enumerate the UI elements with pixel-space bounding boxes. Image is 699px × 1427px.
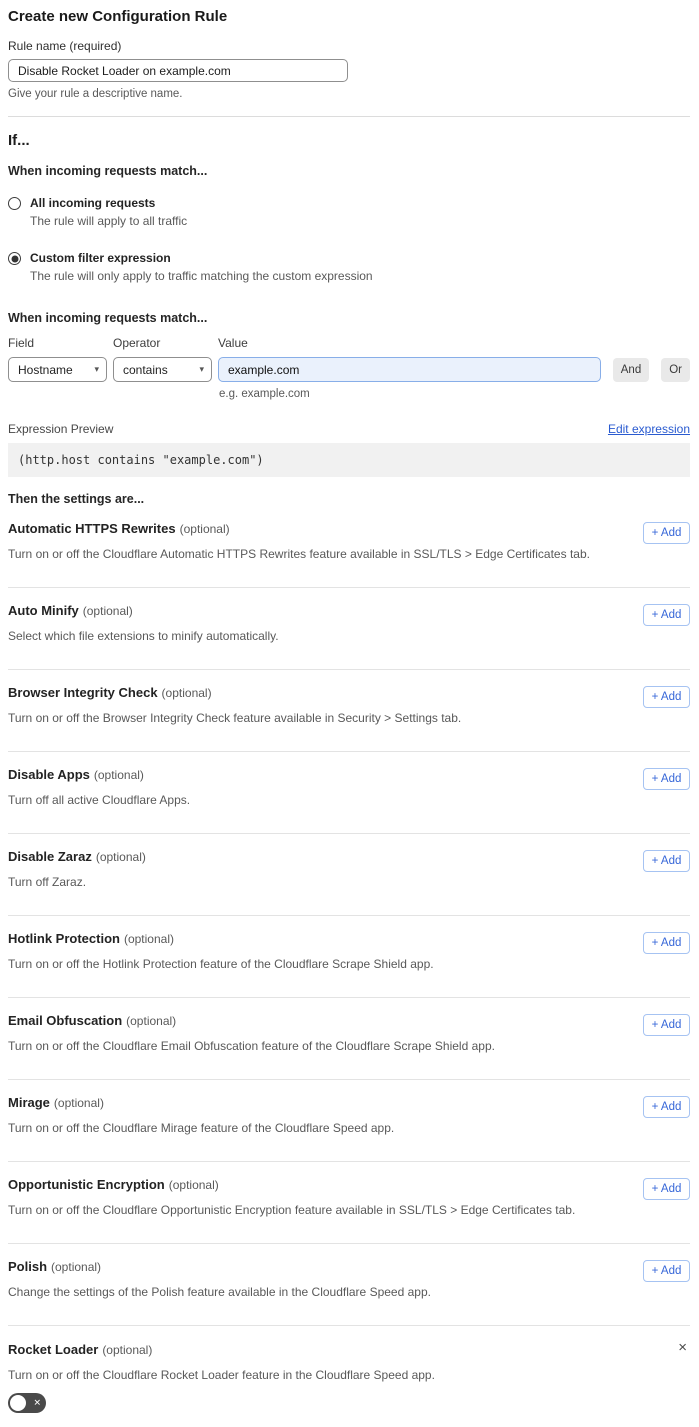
add-setting-button[interactable]: + Add [643,686,690,708]
add-setting-button[interactable]: + Add [643,1178,690,1200]
setting-description: Select which file extensions to minify automatically. [8,629,279,643]
field-label: Field [8,336,35,350]
radio-option-0[interactable] [8,196,690,228]
expression-preview-label: Expression Preview [8,422,114,436]
setting-description: Turn on or off the Cloudflare Email Obfuscation feature of the Cloudflare Scrape Shield app. [8,1039,495,1053]
add-setting-button[interactable]: + Add [643,1014,690,1036]
setting-name: Opportunistic Encryption [8,1177,165,1192]
setting-row [8,506,690,588]
setting-optional-tag: (optional) [126,1014,177,1028]
value-help: e.g. example.com [219,388,310,400]
filter-builder-heading: When incoming requests match... [8,311,208,325]
setting-row [8,916,690,998]
close-icon[interactable]: × [678,1339,687,1356]
section-divider [8,116,690,117]
setting-description: Change the settings of the Polish feature available in the Cloudflare Speed app. [8,1285,431,1299]
then-settings-heading: Then the settings are... [8,492,145,506]
setting-description: Turn on or off the Cloudflare Automatic HTTPS Rewrites feature available in SSL/TLS > Edge Certificates tab. [8,547,590,561]
add-setting-button[interactable]: + Add [643,932,690,954]
radio-label-all-requests: All incoming requests [30,196,156,210]
add-setting-button[interactable]: + Add [643,1096,690,1118]
setting-row [8,1080,690,1162]
setting-row [8,588,690,670]
radio-desc-custom-filter: The rule will only apply to traffic matching the custom expression [30,269,373,283]
settings-list [8,506,690,1326]
setting-optional-tag: (optional) [82,604,133,618]
toggle-knob [10,1395,26,1411]
incoming-match-heading: When incoming requests match... [8,164,208,178]
value-label: Value [218,336,248,350]
setting-name: Email Obfuscation [8,1013,123,1028]
configuration-rule-form [0,8,699,1427]
rocket-loader-toggle[interactable] [8,1393,46,1413]
radio-label-custom-filter: Custom filter expression [30,251,171,265]
setting-description: Turn off Zaraz. [8,875,87,889]
setting-name: Auto Minify [8,603,79,618]
setting-description: Turn on or off the Browser Integrity Check feature available in Security > Settings tab. [8,711,462,725]
setting-description: Turn off all active Cloudflare Apps. [8,793,191,807]
operator-select-value: contains [123,362,168,377]
setting-description: Turn on or off the Hotlink Protection feature of the Cloudflare Scrape Shield app. [8,957,434,971]
chevron-down-icon: ▾ [199,364,204,374]
setting-name: Hotlink Protection [8,931,120,946]
setting-optional-tag: (optional) [93,768,144,782]
value-input[interactable] [218,357,601,382]
edit-expression-link[interactable]: Edit expression [607,422,690,436]
rule-name-input[interactable] [8,59,348,82]
setting-name: Mirage [8,1095,50,1110]
setting-optional-tag: (optional) [51,1260,102,1274]
setting-optional-tag: (optional) [179,522,230,536]
setting-optional-tag: (optional) [123,932,174,946]
add-setting-button[interactable]: + Add [643,768,690,790]
radio-option-1[interactable] [8,251,690,283]
setting-name: Rocket Loader [8,1342,99,1357]
add-setting-button[interactable]: + Add [643,522,690,544]
operator-select[interactable] [113,357,212,382]
operator-label: Operator [113,336,161,350]
setting-optional-tag: (optional) [102,1343,153,1357]
and-button[interactable]: And [613,358,649,382]
setting-row [8,998,690,1080]
rule-name-label: Rule name (required) [8,39,122,53]
setting-description: Turn on or off the Cloudflare Rocket Loader feature in the Cloudflare Speed app. [8,1368,435,1382]
setting-row [8,670,690,752]
setting-optional-tag: (optional) [168,1178,219,1192]
radio-button-custom-filter[interactable] [8,252,21,265]
setting-optional-tag: (optional) [95,850,146,864]
setting-name: Automatic HTTPS Rewrites [8,521,176,536]
or-button[interactable]: Or [661,358,690,382]
chevron-down-icon: ▾ [94,364,99,374]
setting-name: Disable Apps [8,767,90,782]
if-heading: If... [8,132,30,149]
setting-name: Polish [8,1259,48,1274]
setting-name: Disable Zaraz [8,849,92,864]
setting-description: Turn on or off the Cloudflare Opportunistic Encryption feature available in SSL/TLS > Edge Certificates tab. [8,1203,576,1217]
setting-optional-tag: (optional) [53,1096,104,1110]
setting-name: Browser Integrity Check [8,685,158,700]
setting-row [8,752,690,834]
setting-description: Turn on or off the Cloudflare Mirage feature of the Cloudflare Speed app. [8,1121,395,1135]
setting-row [8,834,690,916]
add-setting-button[interactable]: + Add [643,1260,690,1282]
field-select-value: Hostname [18,362,73,377]
field-select[interactable] [8,357,107,382]
setting-optional-tag: (optional) [161,686,212,700]
radio-desc-all-requests: The rule will apply to all traffic [30,214,188,228]
rule-name-help: Give your rule a descriptive name. [8,88,183,100]
setting-row [8,1162,690,1244]
toggle-off-icon: ✕ [33,1397,41,1408]
radio-button-all-requests[interactable] [8,197,21,210]
expression-code: (http.host contains "example.com") [8,443,690,477]
setting-row [8,1244,690,1326]
add-setting-button[interactable]: + Add [643,850,690,872]
setting-row-rocket-loader [8,1326,690,1413]
page-title: Create new Configuration Rule [8,8,228,25]
add-setting-button[interactable]: + Add [643,604,690,626]
